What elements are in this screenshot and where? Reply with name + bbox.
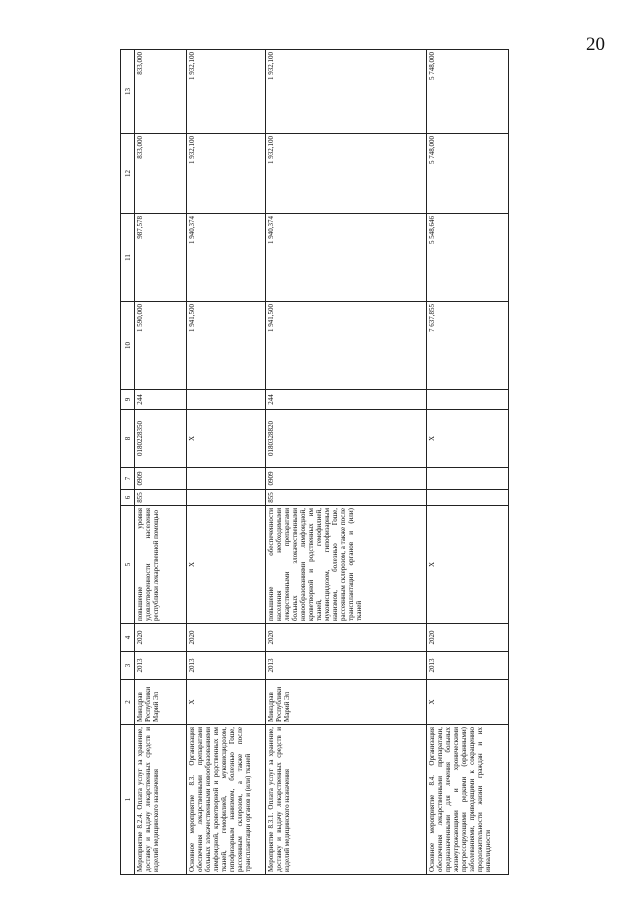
executor-cell: X [187,680,266,725]
column-header: 2 [121,680,135,725]
code-cell [187,490,266,506]
column-header: 1 [121,725,135,875]
executor-cell: Минздрав Республики Марий Эл [135,680,187,725]
page-number: 20 [586,34,605,55]
rotated-page-content [120,50,620,875]
target-article-cell: X [187,410,266,468]
amount-cell: 1 932,100 [266,50,427,134]
column-header: 6 [121,490,135,506]
column-header: 10 [121,302,135,390]
code-cell: 855 [135,490,187,506]
expense-type-cell [187,390,266,410]
amount-cell: 5 748,000 [427,50,509,134]
column-header: 7 [121,468,135,490]
table-row [266,50,427,875]
amount-cell: 7 637,855 [427,302,509,390]
amount-cell: 1 932,100 [187,134,266,214]
program-table [120,49,509,875]
amount-cell: 833,000 [135,134,187,214]
expense-type-cell: 244 [135,390,187,410]
amount-cell: 5 748,000 [427,134,509,214]
column-header: 4 [121,624,135,652]
section-cell: 0909 [135,468,187,490]
amount-cell: 1 941,500 [266,302,427,390]
expected-result-cell: X [427,506,509,624]
column-header: 8 [121,410,135,468]
section-cell: 0909 [266,468,427,490]
table-row [427,50,509,875]
amount-cell: 987,578 [135,214,187,302]
start-year-cell: 2013 [187,652,266,680]
amount-cell: 1 932,100 [187,50,266,134]
expected-result-cell: X [187,506,266,624]
activity-name-cell: Основное мероприятие 8.3. Организация обеспечения лекарственными препаратами больных злокачественными новообразованиями лимфоидной, кроветворной и родственных им тканей, гемофилией, муковисцидозом, гипофизарным нанизмом, болезнью Гоше, рассеянным склерозом, а также после трансплантации органов и (или) тканей [187,725,266,875]
target-article-cell: 0180328820 [266,410,427,468]
column-number-row [121,50,135,875]
amount-cell: 833,000 [135,50,187,134]
activity-name-cell: Мероприятие 8.2.4. Оплата услуг за хранение, доставку и выдачу лекарственных средств и изделий медицинского назначения [135,725,187,875]
end-year-cell: 2020 [266,624,427,652]
end-year-cell: 2020 [427,624,509,652]
activity-name-cell: Основное мероприятие 8.4. Организация обеспечения лекарственными препаратами, предназначенными для лечения больных жизнеугрожающими и хроническими прогрессирующими редкими (орфанными) заболеваниями, приводящими к сокращению продолжительности жизни граждан и их инвалидности [427,725,509,875]
table-row [135,50,187,875]
amount-cell: 1 941,500 [187,302,266,390]
amount-cell: 1 932,100 [266,134,427,214]
target-article-cell: 0180228350 [135,410,187,468]
column-header: 12 [121,134,135,214]
column-header: 9 [121,390,135,410]
expense-type-cell: 244 [266,390,427,410]
executor-cell: Минздрав Республики Марий Эл [266,680,427,725]
column-header: 5 [121,506,135,624]
expected-result-cell: повышение уровня удовлетворенности населения республики лекарственной помощью [135,506,187,624]
code-cell: 855 [266,490,427,506]
target-article-cell: X [427,410,509,468]
column-header: 13 [121,50,135,134]
end-year-cell: 2020 [187,624,266,652]
start-year-cell: 2013 [135,652,187,680]
amount-cell: 1 590,000 [135,302,187,390]
activity-name-cell: Мероприятие 8.3.1. Оплата услуг за хранение, доставку и выдачу лекарственных средств и изделий медицинского назначения [266,725,427,875]
column-header: 11 [121,214,135,302]
code-cell [427,490,509,506]
executor-cell: X [427,680,509,725]
expense-type-cell [427,390,509,410]
table-row [187,50,266,875]
amount-cell: 1 940,374 [266,214,427,302]
section-cell [427,468,509,490]
amount-cell: 5 548,646 [427,214,509,302]
end-year-cell: 2020 [135,624,187,652]
column-header: 3 [121,652,135,680]
expected-result-cell: повышение обеспеченности населения необходимыми лекарственными препаратами больных злокачественными новообразованиями лимфоидной, кроветворной и родственных им тканей, гемофилией, муковисцидозом, гипофизарным нанизмом, болезнью Гоше, рассеянным склерозом, а также после трансплантации органов и (или) тканей [266,506,427,624]
start-year-cell: 2013 [266,652,427,680]
section-cell [187,468,266,490]
start-year-cell: 2013 [427,652,509,680]
amount-cell: 1 940,374 [187,214,266,302]
